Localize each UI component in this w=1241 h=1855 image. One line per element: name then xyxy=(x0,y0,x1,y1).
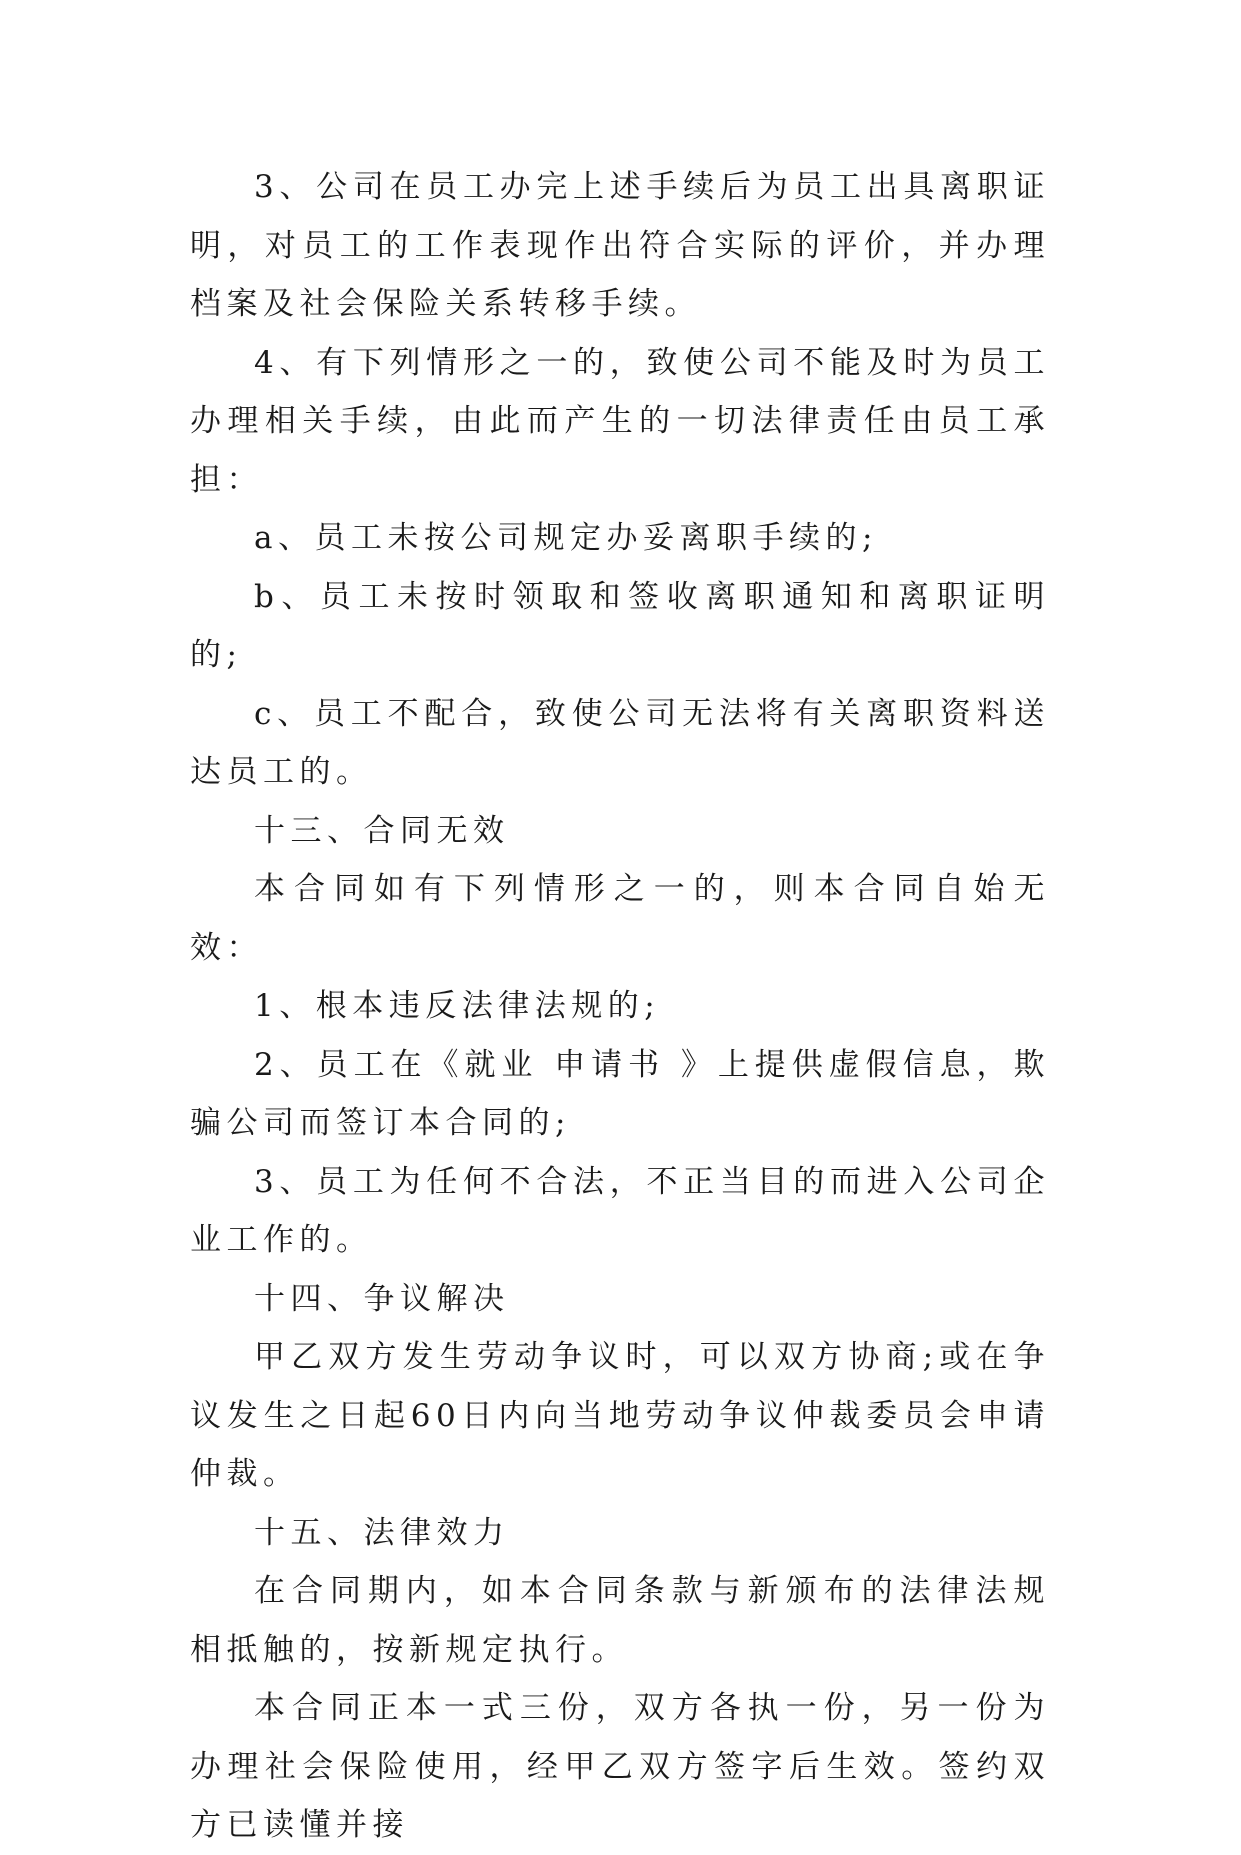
paragraph-dispute: 甲乙双方发生劳动争议时，可以双方协商;或在争议发生之日起60日内向当地劳动争议仲裁委员会申请仲裁。 xyxy=(190,1339,1050,1492)
section-heading-13: 十三、合同无效 xyxy=(254,812,510,849)
paragraph-item-c: c、员工不配合，致使公司无法将有关离职资料送达员工的。 xyxy=(190,695,1050,790)
section-heading-15: 十五、法律效力 xyxy=(254,1514,510,1551)
paragraph-invalid-2: 2、员工在《就业 申请书 》上提供虚假信息，欺骗公司而签订本合同的; xyxy=(190,1046,1050,1141)
paragraph-item-a: a、员工未按公司规定办妥离职手续的; xyxy=(254,520,878,556)
section-heading-14: 十四、争议解决 xyxy=(254,1280,510,1317)
paragraph-invalid-1: 1、根本违反法律法规的; xyxy=(254,988,661,1024)
paragraph-invalid-3: 3、员工为任何不合法，不正当目的而进入公司企业工作的。 xyxy=(190,1163,1050,1258)
paragraph-legal-effect: 在合同期内，如本合同条款与新颁布的法律法规相抵触的，按新规定执行。 xyxy=(190,1573,1050,1668)
paragraph-copies: 本合同正本一式三份，双方各执一份，另一份为办理社会保险使用，经甲乙双方签字后生效。签约双方已读懂并接 xyxy=(190,1690,1050,1843)
paragraph-clause-4: 4、有下列情形之一的，致使公司不能及时为员工办理相关手续，由此而产生的一切法律责任由员工承担： xyxy=(190,344,1050,498)
document-body xyxy=(190,158,1050,1855)
paragraph-invalid-intro: 本合同如有下列情形之一的，则本合同自始无效： xyxy=(190,871,1050,966)
paragraph-item-b: b、员工未按时领取和签收离职通知和离职证明的; xyxy=(190,578,1050,673)
paragraph-clause-3: 3、公司在员工办完上述手续后为员工出具离职证明，对员工的工作表现作出符合实际的评价，并办理档案及社会保险关系转移手续。 xyxy=(190,169,1050,322)
